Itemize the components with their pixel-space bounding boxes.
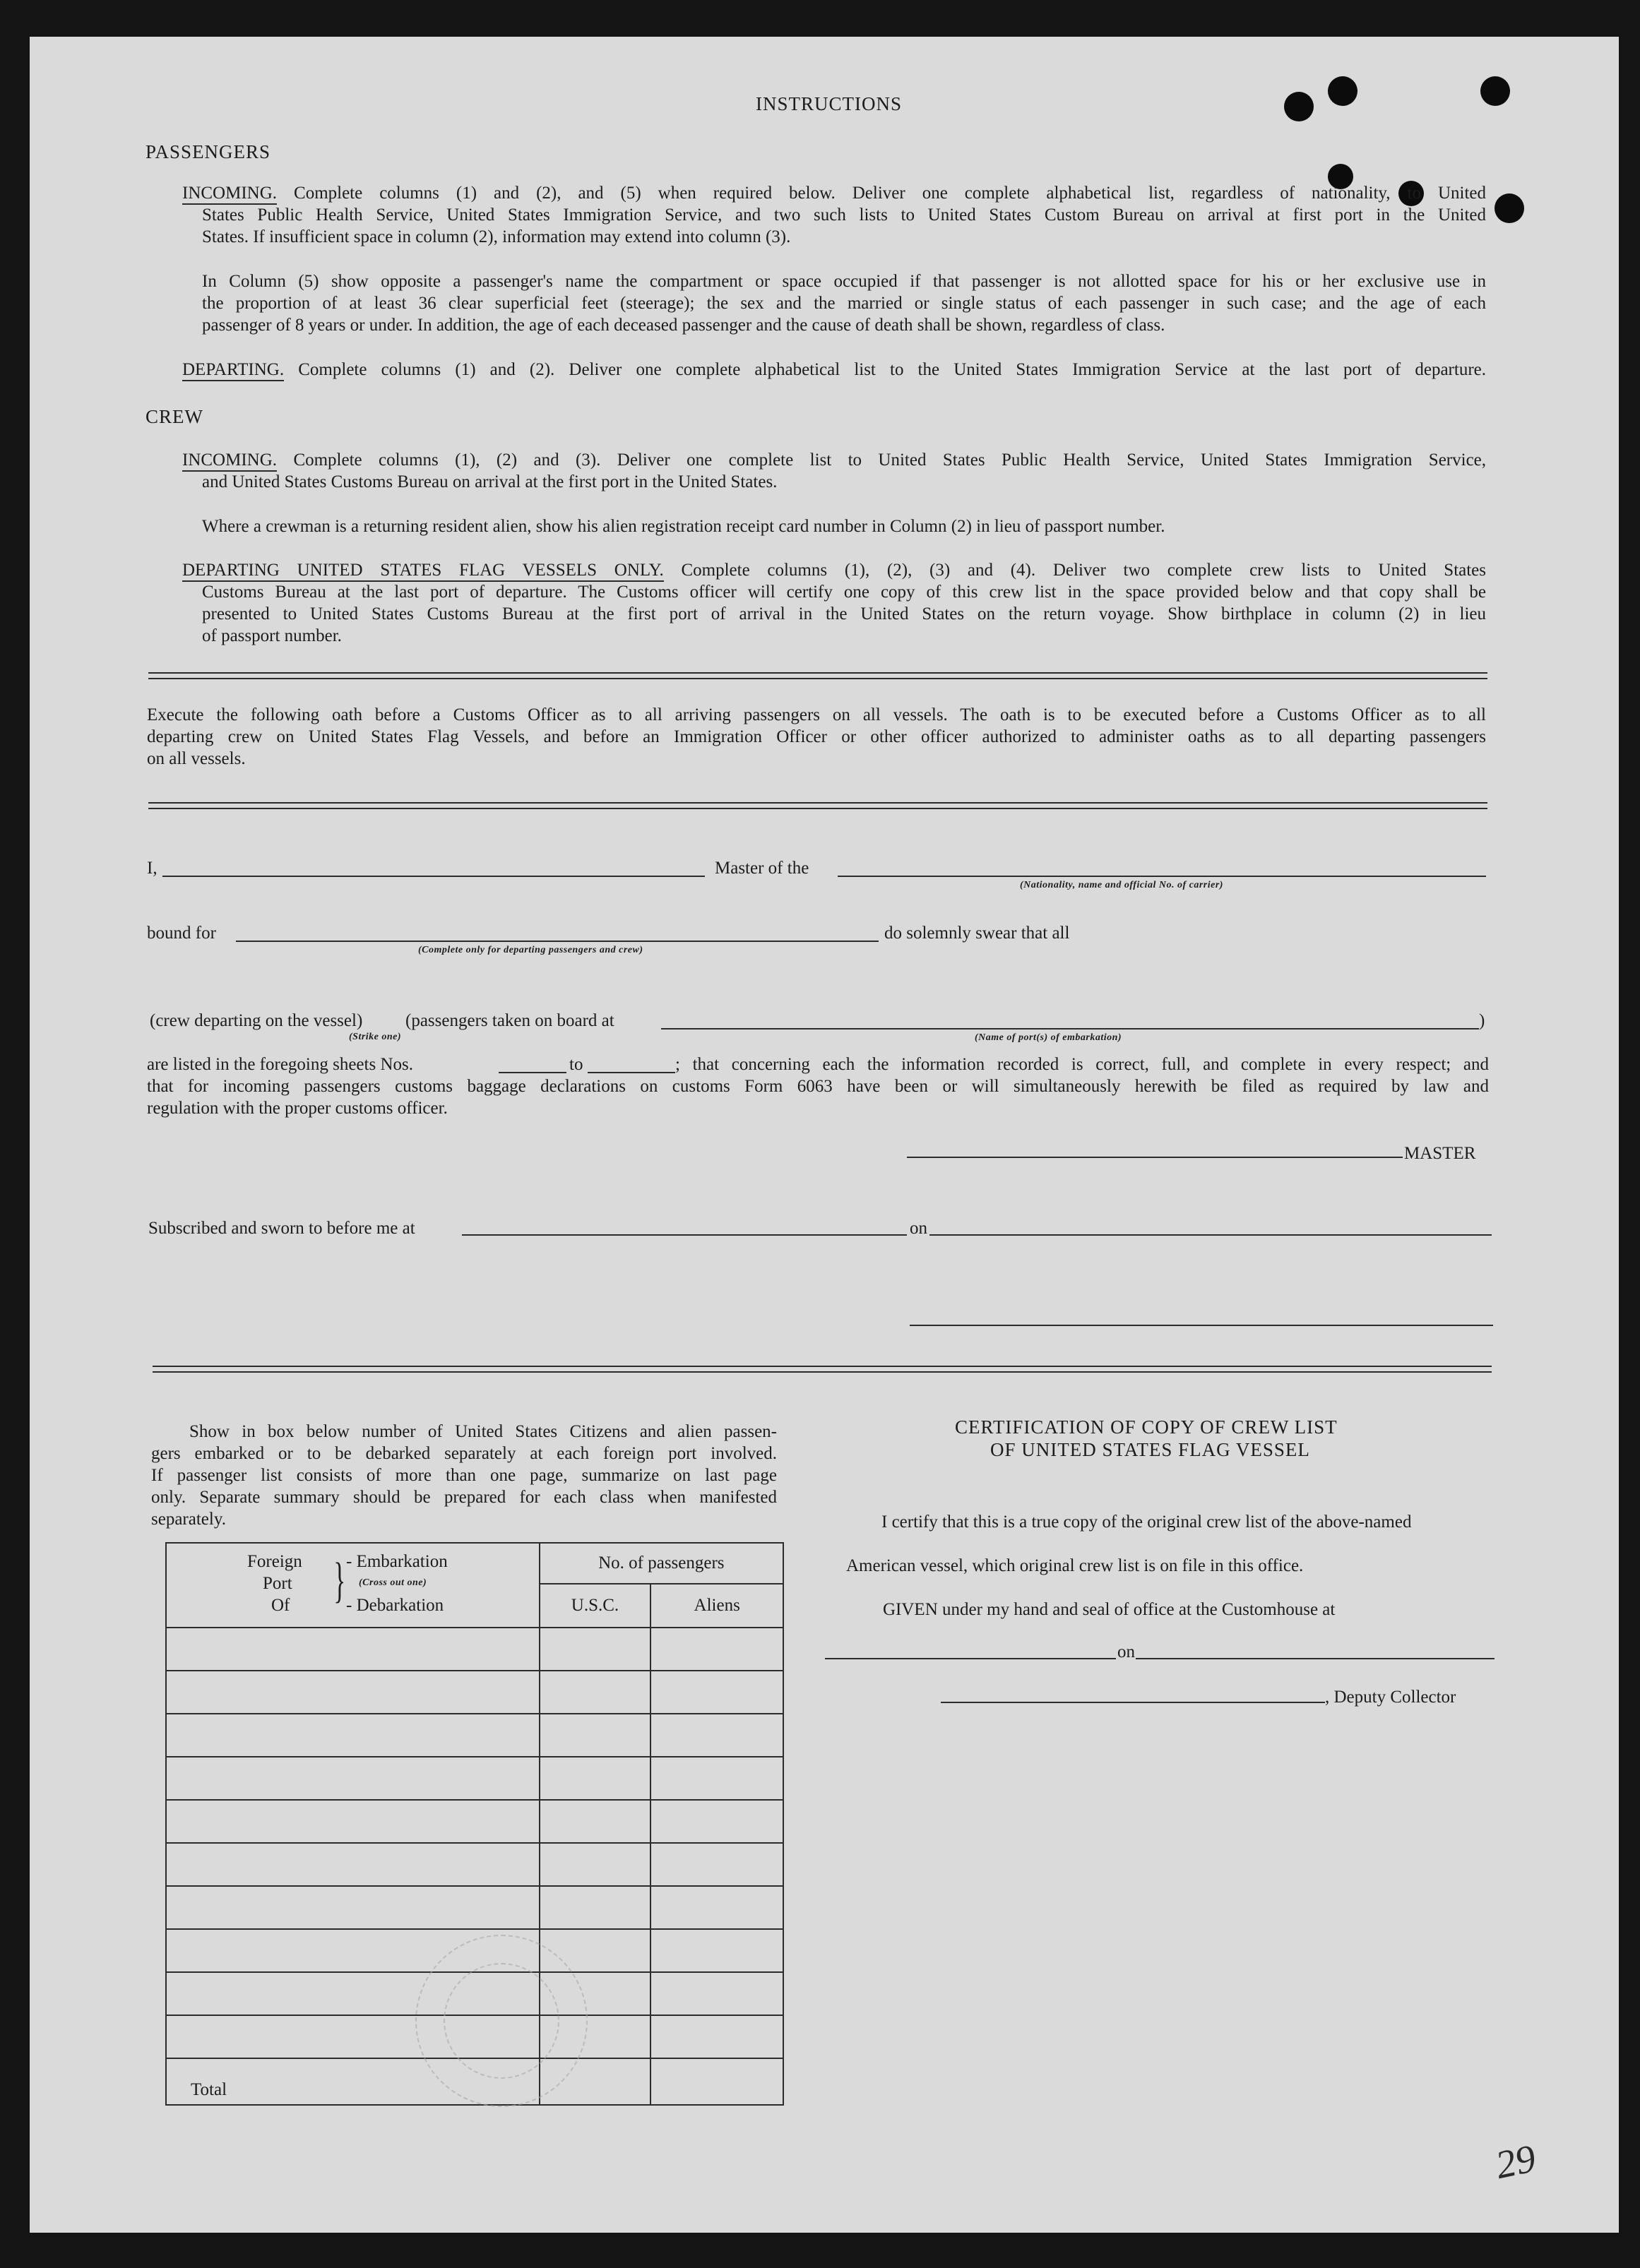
page-title: INSTRUCTIONS — [756, 93, 903, 114]
passengers-incoming-line: States. If insufficient space in column (2), information may extend into column (3). — [202, 227, 791, 246]
no-of-passengers-header: No. of passengers — [540, 1543, 783, 1584]
certification-text: I certify that this is a true copy of the original crew list of the above-named — [881, 1512, 1412, 1532]
crew-departing-line — [182, 559, 1486, 581]
certification-date-field[interactable] — [1136, 1658, 1495, 1659]
table-row — [166, 1843, 783, 1886]
master-name-field[interactable] — [162, 876, 705, 877]
usc-cell[interactable] — [540, 1886, 651, 1929]
summary-instructions-line: gers embarked or to be debarked separately at each foreign port involved. — [151, 1444, 777, 1463]
aliens-cell[interactable] — [650, 1929, 783, 1972]
port-cell[interactable] — [166, 1671, 540, 1714]
port-cell[interactable] — [166, 1714, 540, 1757]
customs-stamp — [444, 1963, 559, 2079]
officer-signature-field[interactable] — [910, 1325, 1493, 1326]
subscribed-on-label: on — [910, 1219, 927, 1238]
port-header-of: Of — [271, 1596, 290, 1615]
aliens-cell[interactable] — [650, 1972, 783, 2015]
listed-text: ; that concerning each the information recorded is correct, full, and complete in every respect; and — [675, 1055, 1489, 1074]
port-cell[interactable] — [166, 1843, 540, 1886]
summary-instructions-line: Show in box below number of United States Citizens and alien passen- — [189, 1422, 777, 1441]
embarkation-option[interactable]: - Embarkation — [346, 1552, 448, 1571]
crew-departing-label: DEPARTING UNITED STATES FLAG VESSELS ONLY. — [182, 561, 664, 582]
certification-title: OF UNITED STATES FLAG VESSEL — [990, 1439, 1310, 1460]
listed-line: that for incoming passengers customs baggage declarations on customs Form 6063 have been or will simultaneously herewith be filed as required by law and — [147, 1077, 1489, 1096]
usc-header: U.S.C. — [540, 1584, 651, 1628]
table-row — [166, 1757, 783, 1800]
aliens-total-cell[interactable] — [650, 2058, 783, 2105]
port-header-cell — [166, 1543, 540, 1628]
master-signature-field[interactable] — [907, 1157, 1403, 1158]
usc-cell[interactable] — [540, 1843, 651, 1886]
listed-to-label: to — [569, 1055, 583, 1074]
crew-departing-text: Complete columns (1), (2), (3) and (4). Deliver two complete crew lists to United States — [681, 561, 1487, 580]
passengers-taken-option: (passengers taken on board at — [405, 1011, 614, 1030]
usc-cell[interactable] — [540, 1671, 651, 1714]
crew-departing-line: Customs Bureau at the last port of departure. The Customs officer will certify one copy of this crew list in the space provided below and that copy shall be — [202, 583, 1486, 602]
certification-text: American vessel, which original crew list is on file in this office. — [846, 1556, 1304, 1575]
summary-instructions-line: only. Separate summary should be prepared for each class when manifested — [151, 1488, 777, 1507]
oath-instructions-line: Execute the following oath before a Customs Officer as to all arriving passengers on all vessels. The oath is to be executed before a Customs Officer as to all — [147, 705, 1486, 724]
crew-incoming-label: INCOMING. — [182, 450, 277, 472]
punch-hole — [1495, 193, 1524, 223]
strike-one-note: (Strike one) — [349, 1032, 402, 1042]
divider — [148, 672, 1487, 674]
subscribed-place-field[interactable] — [462, 1234, 907, 1236]
passengers-incoming-text: Complete columns (1) and (2), and (5) when required below. Deliver one complete alphabetical list, regardless of nationality, to United — [294, 184, 1487, 203]
close-paren: ) — [1479, 1011, 1485, 1030]
column5-line: the proportion of at least 36 clear superficial feet (steerage); the sex and the married or single status of each passenger in such case; and the age of each — [202, 294, 1486, 313]
crew-returning-resident: Where a crewman is a returning resident alien, show his alien registration receipt card number in Column (2) in lieu of passport number. — [202, 517, 1165, 536]
usc-cell[interactable] — [540, 1800, 651, 1843]
aliens-cell[interactable] — [650, 1843, 783, 1886]
deputy-signature-field[interactable] — [941, 1702, 1325, 1703]
usc-cell[interactable] — [540, 1628, 651, 1671]
subscribed-date-field[interactable] — [929, 1234, 1492, 1236]
oath-i-label: I, — [147, 859, 158, 878]
summary-instructions-line: separately. — [151, 1510, 226, 1529]
port-header-port: Port — [263, 1574, 292, 1593]
master-of-the-label: Master of the — [715, 859, 809, 878]
master-label: MASTER — [1404, 1144, 1476, 1163]
passengers-departing-label: DEPARTING. — [182, 360, 284, 381]
passengers-incoming-line — [182, 182, 1486, 204]
listed-line: regulation with the proper customs officer. — [147, 1099, 448, 1118]
bound-for-label: bound for — [147, 924, 216, 943]
ports-note: (Name of port(s) of embarkation) — [975, 1032, 1122, 1043]
table-row — [166, 1886, 783, 1929]
listed-sheets-label: are listed in the foregoing sheets Nos. — [147, 1055, 413, 1074]
divider — [148, 678, 1487, 679]
aliens-cell[interactable] — [650, 1886, 783, 1929]
table-row — [166, 1714, 783, 1757]
crew-heading: CREW — [145, 406, 203, 427]
cross-out-note: (Cross out one) — [359, 1577, 427, 1588]
aliens-cell[interactable] — [650, 1628, 783, 1671]
ports-of-embarkation-field[interactable] — [661, 1028, 1479, 1029]
debarkation-option[interactable]: - Debarkation — [346, 1596, 444, 1615]
certification-title: CERTIFICATION OF COPY OF CREW LIST — [955, 1416, 1338, 1438]
aliens-header: Aliens — [650, 1584, 783, 1628]
table-row — [166, 1800, 783, 1843]
crew-incoming-text: Complete columns (1), (2) and (3). Deliver one complete list to United States Public Health Service, United States Immigration Service, — [293, 450, 1487, 470]
complete-only-note: (Complete only for departing passengers and crew) — [418, 945, 643, 955]
nationality-note: (Nationality, name and official No. of carrier) — [1020, 880, 1223, 890]
divider — [153, 1371, 1492, 1373]
divider — [148, 802, 1487, 804]
deputy-collector-label: , Deputy Collector — [1325, 1688, 1456, 1707]
customhouse-field[interactable] — [825, 1658, 1116, 1659]
port-header-foreign: Foreign — [247, 1552, 302, 1571]
passengers-departing-line — [182, 359, 1486, 381]
crew-incoming-line — [182, 449, 1486, 471]
passengers-heading: PASSENGERS — [145, 141, 271, 162]
table-row — [166, 1628, 783, 1671]
oath-instructions-line: on all vessels. — [147, 749, 246, 768]
passengers-incoming-line: States Public Health Service, United States Immigration Service, and two such lists to United States Custom Bureau on arrival at first port in the United — [202, 205, 1486, 225]
crew-incoming-line: and United States Customs Bureau on arrival at the first port in the United States. — [202, 472, 778, 491]
certification-text: GIVEN under my hand and seal of office at the Customhouse at — [883, 1600, 1336, 1619]
subscribed-label: Subscribed and sworn to before me at — [148, 1219, 415, 1238]
port-cell[interactable] — [166, 1757, 540, 1800]
crew-departing-line: of passport number. — [202, 626, 342, 645]
usc-cell[interactable] — [540, 1757, 651, 1800]
table-header-row — [166, 1543, 783, 1584]
column5-line: In Column (5) show opposite a passenger's name the compartment or space occupied if that passenger is not allotted space for his or her exclusive use in — [202, 272, 1486, 291]
crew-departing-option: (crew departing on the vessel) — [150, 1011, 363, 1030]
sheet-from-field[interactable] — [499, 1072, 566, 1073]
aliens-cell[interactable] — [650, 1714, 783, 1757]
aliens-cell[interactable] — [650, 1671, 783, 1714]
crew-departing-line: presented to United States Customs Bureau at the first port of arrival in the United States on the return voyage. Show birthplace in column (2) in lieu — [202, 604, 1486, 623]
port-cell[interactable] — [166, 1886, 540, 1929]
solemnly-swear-text: do solemnly swear that all — [884, 924, 1070, 943]
brace-icon: } — [333, 1553, 346, 1608]
oath-instructions-line: departing crew on United States Flag Vessels, and before an Immigration Officer or other officer authorized to administer oaths as to all departing passengers — [147, 727, 1486, 746]
bound-for-field[interactable] — [236, 941, 879, 942]
punch-hole — [1328, 76, 1357, 106]
summary-instructions-line: If passenger list consists of more than one page, summarize on last page — [151, 1466, 777, 1485]
certification-on-label: on — [1117, 1642, 1135, 1661]
carrier-field[interactable] — [838, 876, 1486, 877]
port-cell[interactable] — [166, 1628, 540, 1671]
column5-line: passenger of 8 years or under. In addition, the age of each deceased passenger and the cause of death shall be shown, regardless of class. — [202, 316, 1165, 335]
total-label: Total — [166, 2058, 540, 2105]
aliens-cell[interactable] — [650, 2015, 783, 2058]
sheet-to-field[interactable] — [588, 1072, 675, 1073]
punch-hole — [1480, 76, 1510, 106]
aliens-cell[interactable] — [650, 1757, 783, 1800]
divider — [153, 1366, 1492, 1367]
divider — [148, 808, 1487, 809]
port-cell[interactable] — [166, 1800, 540, 1843]
handwritten-page-note: 29 — [1492, 2136, 1540, 2188]
table-row — [166, 1671, 783, 1714]
aliens-cell[interactable] — [650, 1800, 783, 1843]
usc-cell[interactable] — [540, 1714, 651, 1757]
punch-hole — [1284, 92, 1314, 121]
passengers-incoming-label: INCOMING. — [182, 184, 277, 205]
passengers-departing-text: Complete columns (1) and (2). Deliver one complete alphabetical list to the United States Immigration Service at the last port of departure. — [298, 360, 1486, 379]
